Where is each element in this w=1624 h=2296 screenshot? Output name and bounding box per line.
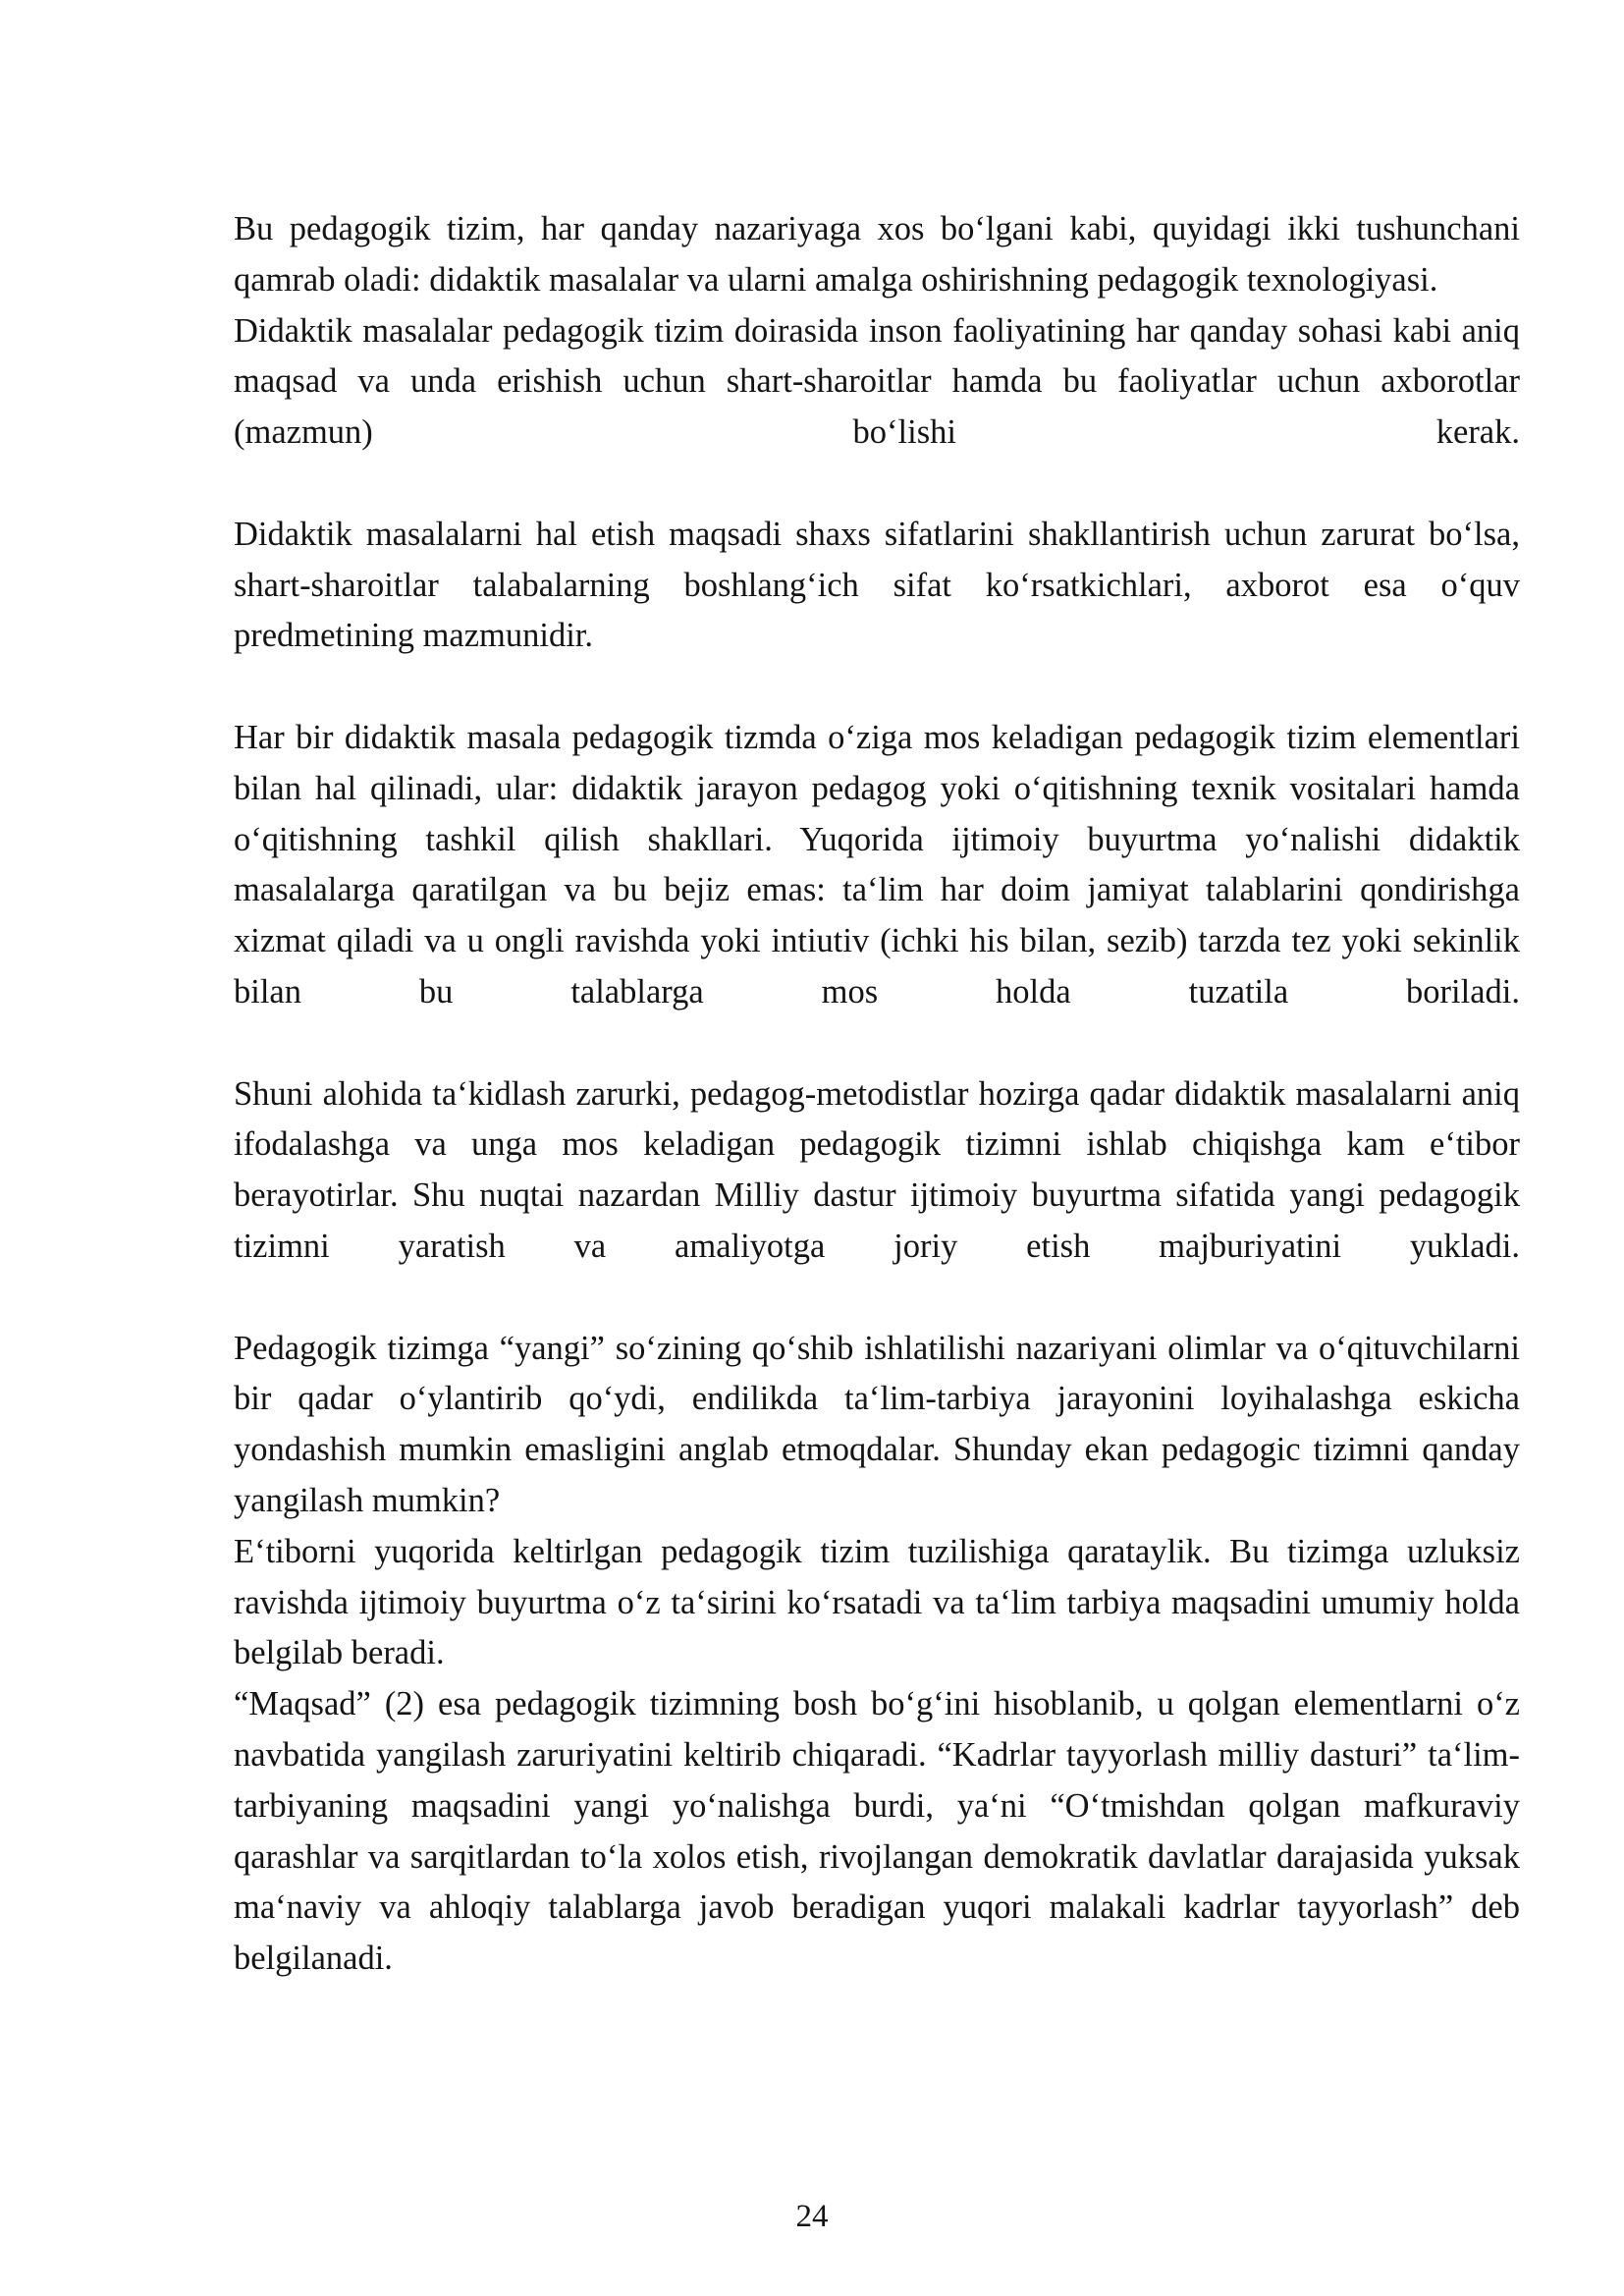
paragraph: “Maqsad” (2) esa pedagogik tizimning bosh bo‘g‘ini hisoblanib, u qolgan elementlarni o‘z navbatida yangilash zaruriyatini keltirib chiqaradi. “Kadrlar tayyorlash milliy dasturi” ta‘lim-tarbiyaning maqsadini yangi yo‘nalishga burdi, ya‘ni “O‘tmishdan qolgan mafkuraviy qarashlar va sarqitlardan to‘la xolos etish, rivojlangan demokratik davlatlar darajasida yuksak ma‘naviy va ahloqiy talablarga javob beradigan yuqori malakali kadrlar tayyorlash” deb belgilanadi. [234, 1685, 1520, 1978]
paragraph: E‘tiborni yuqorida keltirlgan pedagogik tizim tuzilishiga qarataylik. Bu tizimga uzluksiz ravishda ijtimoiy buyurtma o‘z ta‘sirini ko‘rsatadi va ta‘lim tarbiya maqsadini umumiy holda belgilab beradi. [234, 1532, 1520, 1672]
paragraph-spacer [234, 662, 1520, 713]
paragraph-spacer [234, 1273, 1520, 1324]
page-number: 24 [795, 2199, 829, 2234]
paragraph-spacer [234, 1018, 1520, 1069]
page-body [234, 204, 1520, 1985]
paragraph-spacer [234, 459, 1520, 510]
paragraph: Shuni alohida ta‘kidlash zarurki, pedagog-metodistlar hozirga qadar didaktik masalalarni aniq ifodalashga va unga mos keladigan pedagogik tizimni ishlab chiqishga kam e‘tibor berayotirlar. Shu nuqtai nazardan Milliy dastur ijtimoiy buyurtma sifatida yangi pedagogik tizimni yaratish va amaliyotga joriy etish majburiyatini yukladi. [234, 1074, 1520, 1265]
paragraph: Didaktik masalalarni hal etish maqsadi shaxs sifatlarini shakllantirish uchun zarurat bo‘lsa, shart-sharoitlar talabalarning boshlang‘ich sifat ko‘rsatkichlari, axborot esa o‘quv predmetining mazmunidir. [234, 515, 1520, 655]
paragraph: Didaktik masalalar pedagogik tizim doirasida inson faoliyatining har qanday sohasi kabi aniq maqsad va unda erishish uchun shart-sharoitlar hamda bu faoliyatlar uchun axborotlar (mazmun) bo‘lishi kerak. [234, 311, 1520, 452]
paragraph: Bu pedagogik tizim, har qanday nazariyaga xos bo‘lgani kabi, quyidagi ikki tushunchani qamrab oladi: didaktik masalalar va ularni amalga oshirishning pedagogik texnologiyasi. [234, 210, 1520, 299]
paragraph: Har bir didaktik masala pedagogik tizmda o‘ziga mos keladigan pedagogik tizim elementlari bilan hal qilinadi, ular: didaktik jarayon pedagog yoki o‘qitishning texnik vositalari hamda o‘qitishning tashkil qilish shakllari. Yuqorida ijtimoiy buyurtma yo‘nalishi didaktik masalalarga qaratilgan va bu bejiz emas: ta‘lim har doim jamiyat talablarini qondirishga xizmat qiladi va u ongli ravishda yoki intiutiv (ichki his bilan, sezib) tarzda tez yoki sekinlik bilan bu talablarga mos holda tuzatila boriladi. [234, 718, 1520, 1011]
paragraph: Pedagogik tizimga “yangi” so‘zining qo‘shib ishlatilishi nazariyani olimlar va o‘qituvchilarni bir qadar o‘ylantirib qo‘ydi, endilikda ta‘lim-tarbiya jarayonini loyihalashga eskicha yondashish mumkin emasligini anglab etmoqdalar. Shunday ekan pedagogic tizimni qanday yangilash mumkin? [234, 1329, 1520, 1519]
